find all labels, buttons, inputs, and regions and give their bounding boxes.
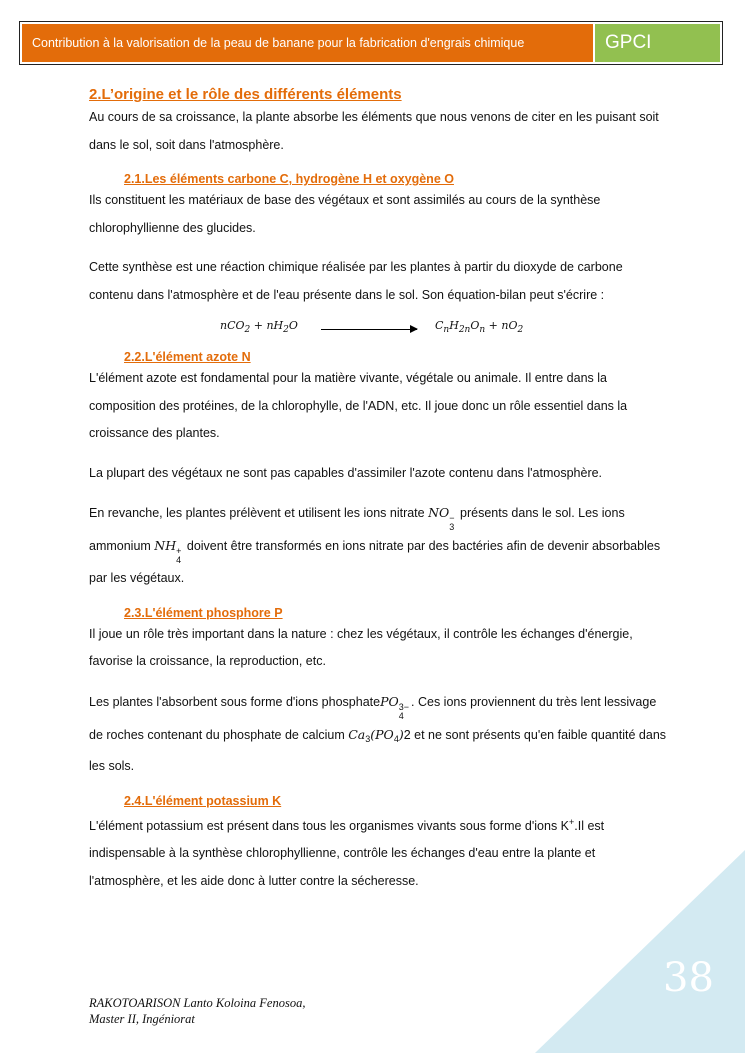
page-number: 38 (663, 955, 714, 1001)
paragraph-2-3-a: Il joue un rôle très important dans la nature : chez les végétaux, il contrôle les échanges d'énergie, favorise la croissance, la reproduction, etc. (89, 626, 633, 668)
page-footer (89, 995, 305, 1027)
subsection-title-2-4: 2.4.L'élément potassium K (124, 793, 282, 808)
subsection-title-2-3: 2.3.L'élément phosphore P (124, 605, 283, 620)
paragraph-2-2-a: L'élément azote est fondamental pour la matière vivante, végétale ou animale. Il entre dans la composition des protéines, de la chlorophylle, de l'ADN, etc. Il joue donc un rôle essentiel dans la croissance des plantes. (89, 371, 628, 440)
paragraph-2-2-b: La plupart des végétaux ne sont pas capables d'assimiler l'azote contenu dans l'atmosphère. (89, 465, 603, 480)
header-code: GPCI (595, 24, 720, 62)
page-content (89, 86, 669, 895)
footer-author: RAKOTOARISON Lanto Koloina Fenosoa, (89, 996, 306, 1010)
photosynthesis-equation (89, 309, 669, 349)
paragraph-2-4-a: L'élément potassium est présent dans tous les organismes vivants sous forme d'ions K+.Il est indispensable à la synthèse chlorophyllienne, contrôle les échanges d'eau entre la plante et l'atmosphère, et les aide donc à lutter contre la sécheresse. (89, 816, 605, 888)
footer-degree: Master II, Ingéniorat (89, 1012, 195, 1026)
equation-reactants: $nCO_2 + nH_2O$ (220, 319, 298, 335)
paragraph-2-1-a: Ils constituent les matériaux de base des végétaux et sont assimilés au cours de la synthèse chlorophyllienne des glucides. (89, 193, 601, 235)
header-title: Contribution à la valorisation de la peau de banane pour la fabrication d'engrais chimique (22, 24, 593, 62)
equation-products: $C_nH_{2n}O_n + nO_2$ (435, 319, 524, 335)
reaction-arrow-icon (321, 329, 417, 330)
section-intro: Au cours de sa croissance, la plante absorbe les éléments que nous venons de citer en les puisant soit dans le sol, soit dans l'atmosphère. (89, 110, 659, 152)
paragraph-2-2-c: En revanche, les plantes prélèvent et utilisent les ions nitrate NO − 3 présents dans le sol. Les ions ammonium NH + 4 doivent être transformés en ions nitrate par des bactéries afin de devenir absorbables par les végétaux. (89, 505, 661, 585)
section-title: 2.L’origine et le rôle des différents éléments (89, 86, 402, 103)
paragraph-2-3-b: Les plantes l'absorbent sous forme d'ions phosphatePO 3− 4 . Ces ions proviennent du très lent lessivage de roches contenant du phosphate de calcium $Ca_3(PO_4)2$ et ne sont présents qu'en faible quantité dans les sols. (89, 693, 667, 773)
paragraph-2-1-b: Cette synthèse est une réaction chimique réalisée par les plantes à partir du dioxyde de carbone contenu dans l'atmosphère et de l'eau présente dans le sol. Son équation-bilan peut s'écrire : (89, 260, 623, 302)
corner-decoration (535, 850, 745, 1053)
subsection-title-2-2: 2.2.L'élément azote N (124, 350, 251, 364)
subsection-title-2-1: 2.1.Les éléments carbone C, hydrogène H et oxygène O (124, 172, 454, 186)
page-header (19, 21, 723, 65)
